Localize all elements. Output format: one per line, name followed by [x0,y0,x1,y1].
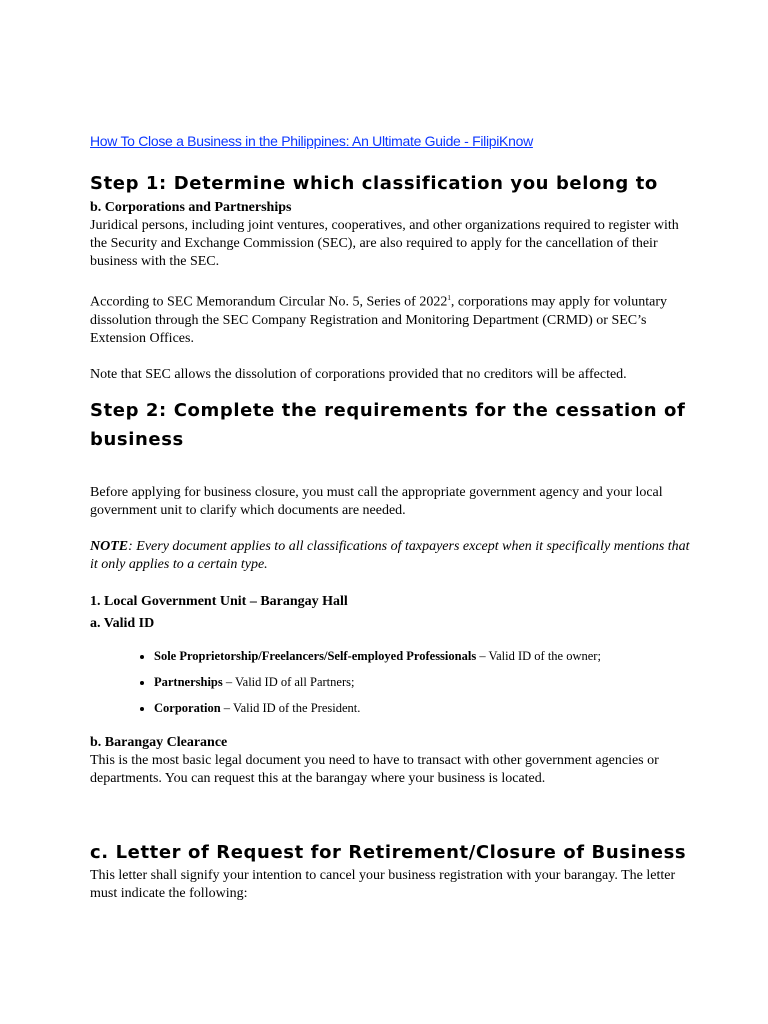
para2-after: , corporations may apply for voluntary dissolution through the SEC Company Registration and Monitoring Department (CRMD) or SEC’s Extension Offices. [90,294,667,346]
step2-paragraph-1: Before applying for business closure, you must call the appropriate government agency and your local government unit to clarify which documents are needed. [90,484,663,518]
list-item: • Partnerships – Valid ID of all Partners; [154,669,690,695]
lgu-section-heading: 1. Local Government Unit – Barangay Hall [90,593,348,609]
para2-before: According to SEC Memorandum Circular No. 5, Series of 2022 [90,294,448,310]
letter-paragraph: This letter shall signify your intention to cancel your business registration with your barangay. The letter must indicate the following: [90,867,676,901]
note-label: NOTE [90,538,129,554]
valid-id-subheading: a. Valid ID [90,615,155,631]
footnote-ref[interactable]: 1 [447,294,451,302]
valid-id-list [90,643,690,721]
list-item: • Sole Proprietorship/Freelancers/Self-employed Professionals – Valid ID of the owner; [154,643,690,669]
step2-heading: Step 2: Complete the requirements for the cessation of business [90,399,686,450]
step1-paragraph-2 [90,289,690,348]
note-text: : Every document applies to all classifications of taxpayers except when it specifically mentions that it only applies to a certain type. [90,538,690,572]
clearance-subheading: b. Barangay Clearance [90,734,228,750]
note-paragraph [90,538,690,574]
corporations-subheading: b. Corporations and Partnerships [90,200,292,215]
step1-heading: Step 1: Determine which classification you belong to [90,173,658,194]
clearance-paragraph: This is the most basic legal document you need to have to transact with other government agencies or departments. You can request this at the barangay where your business is located. [90,752,659,786]
document-page [90,131,690,903]
step1-paragraph-3: Note that SEC allows the dissolution of corporations provided that no creditors will be affected. [90,366,627,382]
letter-heading: c. Letter of Request for Retirement/Closure of Business [90,841,687,863]
source-link[interactable]: How To Close a Business in the Philippines: An Ultimate Guide - FilipiKnow [90,133,533,149]
list-item: • Corporation – Valid ID of the President. [154,695,690,721]
step1-paragraph-1: Juridical persons, including joint ventures, cooperatives, and other organizations required to register with the Security and Exchange Commission (SEC), are also required to apply for the cancellation of their business with the SEC. [90,218,679,269]
